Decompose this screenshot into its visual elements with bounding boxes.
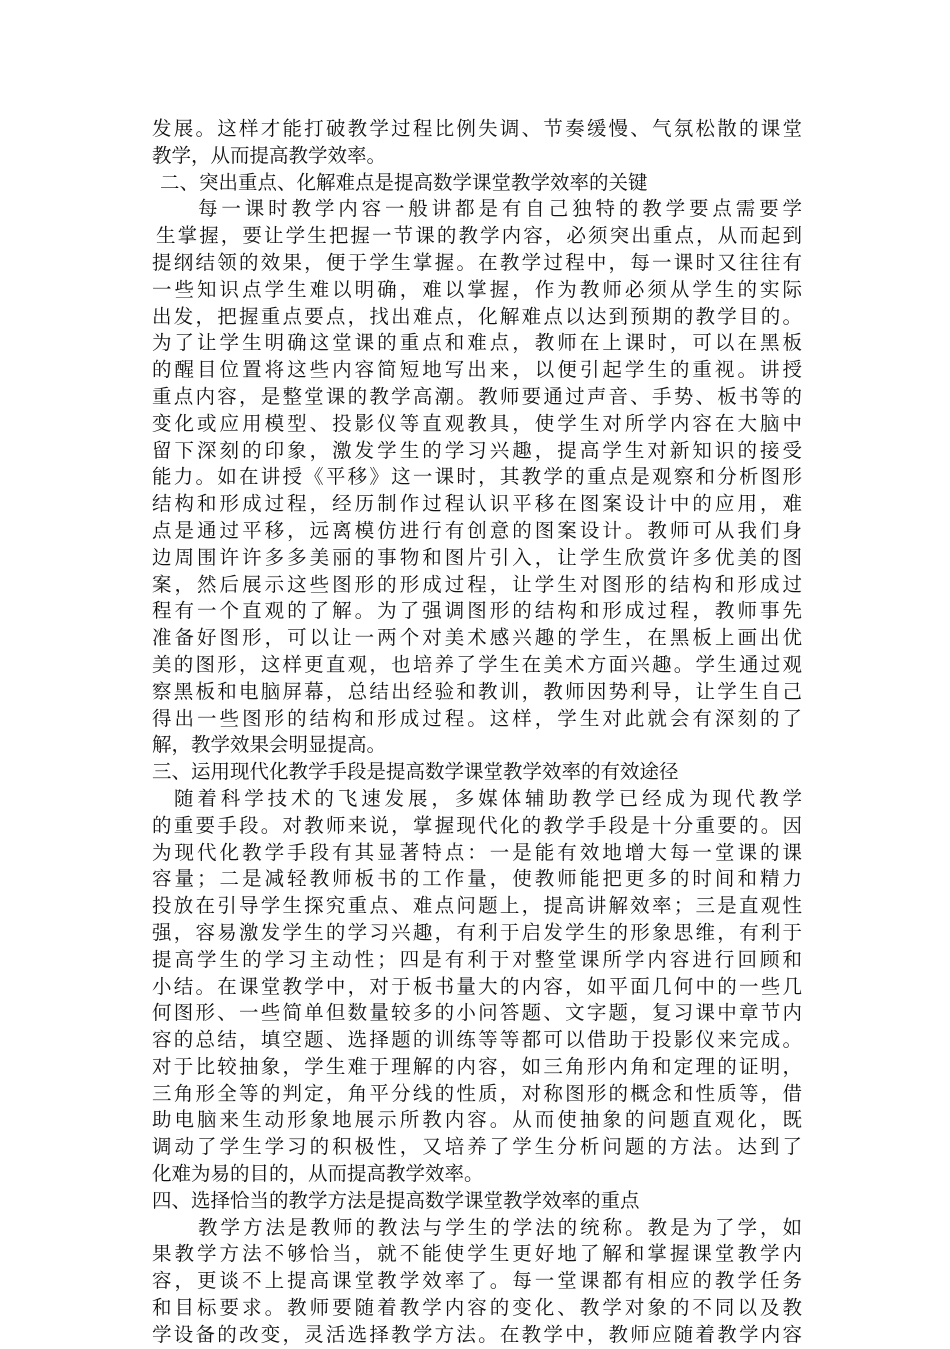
text-line: 美的图形，这样更直观，也培养了学生在美术方面兴趣。学生通过观	[152, 652, 802, 676]
paragraph	[152, 196, 802, 759]
text-line: 的醒目位置将这些内容简短地写出来，以便引起学生的重视。讲授	[152, 358, 802, 382]
text-line: 投放在引导学生探究重点、难点问题上，提高讲解效率；三是直观性	[152, 894, 802, 918]
text-line: 边周围许许多多美丽的事物和图片引入，让学生欣赏许多优美的图	[152, 545, 802, 569]
text-line: 的重要手段。对教师来说，掌握现代化的教学手段是十分重要的。因	[152, 813, 802, 837]
text-line: 变化或应用模型、投影仪等直观教具，使学生对所学内容在大脑中	[152, 411, 802, 435]
text-line: 重点内容，是整堂课的教学高潮。教师要通过声音、手势、板书等的	[152, 384, 802, 408]
text-line: 提高学生的学习主动性；四是有利于对整堂课所学内容进行回顾和	[152, 947, 802, 971]
text-line: 结构和形成过程，经历制作过程认识平移在图案设计中的应用，难	[152, 492, 802, 516]
text-line: 一些知识点学生难以明确，难以掌握，作为教师必须从学生的实际	[152, 277, 802, 301]
text-line: 强，容易激发学生的学习兴趣，有利于启发学生的形象思维，有利于	[152, 920, 802, 944]
text-line: 三角形全等的判定，角平分线的性质，对称图形的概念和性质等，借	[152, 1081, 802, 1105]
document-page	[152, 116, 802, 1349]
text-line: 发展。这样才能打破教学过程比例失调、节奏缓慢、气氛松散的课堂	[152, 117, 802, 140]
text-line: 提纲结领的效果，便于学生掌握。在教学过程中，每一课时又往往有	[152, 250, 802, 274]
paragraph	[152, 116, 802, 170]
section-heading: 二、突出重点、化解难点是提高数学课堂教学效率的关键	[160, 170, 648, 194]
text-line: 程有一个直观的了解。为了强调图形的结构和形成过程，教师事先	[152, 599, 802, 623]
text-line: 留下深刻的印象，激发学生的学习兴趣，提高学生对新知识的接受	[152, 438, 802, 462]
text-line: 果教学方法不够恰当，就不能使学生更好地了解和掌握课堂教学内	[152, 1242, 802, 1266]
text-line: 容，更谈不上提高课堂教学效率了。每一堂课都有相应的教学任务	[152, 1269, 802, 1293]
text-line: 得出一些图形的结构和形成过程。这样，学生对此就会有深刻的了	[152, 706, 802, 730]
text-line: 为了让学生明确这堂课的重点和难点，教师在上课时，可以在黑板	[152, 331, 802, 355]
text-line: 随着科学技术的飞速发展，多媒体辅助教学已经成为现代教学	[174, 786, 802, 810]
text-line: 解，教学效果会明显提高。	[152, 733, 387, 757]
text-line: 准备好图形，可以让一两个对美术感兴趣的学生，在黑板上画出优	[152, 626, 802, 650]
text-line: 生掌握，要让学生把握一节课的教学内容，必须突出重点，从而起到	[156, 224, 802, 248]
text-line: 教学，从而提高教学效率。	[152, 143, 387, 167]
text-line: 能力。如在讲授《平移》这一课时，其教学的重点是观察和分析图形	[152, 465, 802, 489]
section-heading: 三、运用现代化教学手段是提高数学课堂教学效率的有效途径	[152, 760, 679, 784]
text-line: 教学方法是教师的教法与学生的学法的统称。教是为了学，如	[198, 1215, 802, 1239]
text-line: 为现代化教学手段有其显著特点：一是能有效地增大每一堂课的课	[152, 840, 802, 864]
text-line: 化难为易的目的，从而提高教学效率。	[152, 1162, 484, 1186]
text-line: 案，然后展示这些图形的形成过程，让学生对图形的结构和形成过	[152, 572, 802, 596]
text-line: 容量；二是减轻教师板书的工作量，使教师能把更多的时间和精力	[152, 867, 802, 891]
text-line: 学设备的改变，灵活选择教学方法。在教学中，教师应随着教学内容	[152, 1322, 802, 1346]
section-heading: 四、选择恰当的教学方法是提高数学课堂教学效率的重点	[152, 1188, 640, 1212]
text-line: 助电脑来生动形象地展示所教内容。从而使抽象的问题直观化，既	[152, 1108, 802, 1132]
text-line: 何图形、一些简单但数量较多的小问答题、文字题，复习课中章节内	[152, 1001, 802, 1025]
text-line: 出发，把握重点要点，找出难点，化解难点以达到预期的教学目的。	[152, 304, 802, 328]
text-line: 和目标要求。教师要随着教学内容的变化、教学对象的不同以及教	[152, 1296, 802, 1320]
text-line: 容的总结，填空题、选择题的训练等等都可以借助于投影仪来完成。	[152, 1028, 802, 1052]
text-line: 调动了学生学习的积极性，又培养了学生分析问题的方法。达到了	[152, 1135, 802, 1159]
text-line: 小结。在课堂教学中，对于板书量大的内容，如平面几何中的一些几	[152, 974, 802, 998]
paragraph	[152, 786, 802, 1188]
text-line: 每一课时教学内容一般讲都是有自己独特的教学要点需要学	[198, 197, 802, 221]
text-line: 点是通过平移，远离模仿进行有创意的图案设计。教师可从我们身	[152, 518, 802, 542]
text-line: 对于比较抽象，学生难于理解的内容，如三角形内角和定理的证明，	[152, 1054, 802, 1078]
text-line: 察黑板和电脑屏幕，总结出经验和教训，教师因势利导，让学生自己	[152, 679, 802, 703]
paragraph	[152, 1215, 802, 1349]
